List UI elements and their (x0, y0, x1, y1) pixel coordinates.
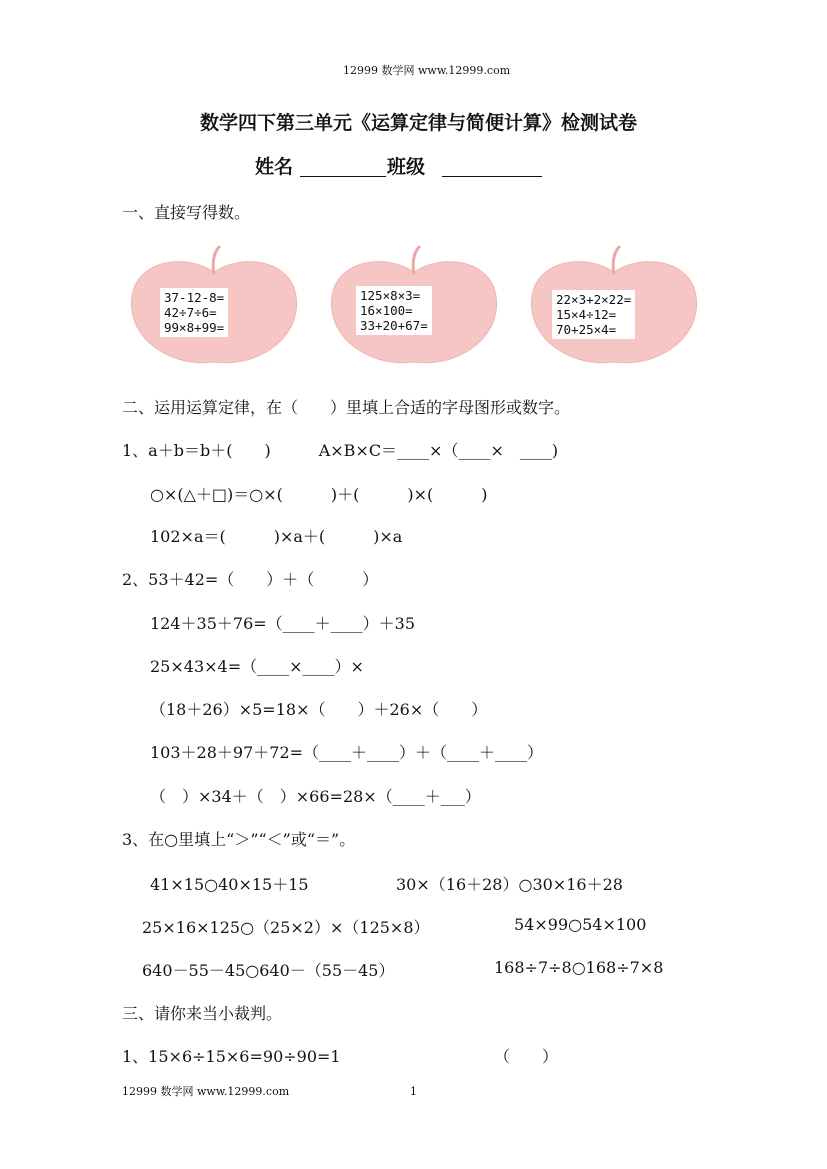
section3-heading: 三、请你来当小裁判。 (122, 1004, 283, 1023)
s3-q1: 1、15×6÷15×6=90÷90=1 (122, 1047, 341, 1066)
page-title: 数学四下第三单元《运算定律与简便计算》检测试卷 (200, 112, 638, 134)
apple-3-line-1: 22×3+2×22= (556, 292, 632, 307)
s2-line-5: 124＋35＋76=（____＋____）＋35 (150, 614, 416, 633)
name-blank (300, 176, 386, 177)
s2-line-4: 2、53＋42=（ ）＋（ ） (122, 570, 379, 589)
page-header: 12999 数学网 www.12999.com (343, 64, 511, 77)
apple-2-line-1: 125×8×3= (360, 288, 421, 303)
class-label: 班级 (387, 156, 426, 178)
compare-3a: 640－55－45○640－（55－45） (142, 961, 395, 980)
s3-q1-blank: （ ） (494, 1047, 559, 1066)
apple-1-line-2: 42÷7÷6= (164, 305, 217, 320)
s2-line-2: ○×(△＋□)＝○×( )＋( )×( ) (150, 485, 488, 504)
apple-2-line-3: 33+20+67= (360, 318, 428, 333)
s2-line-3: 102×a＝( )×a＋( )×a (150, 527, 403, 546)
compare-3b: 168÷7÷8○168÷7×8 (494, 958, 664, 977)
compare-1a: 41×15○40×15＋15 (150, 875, 309, 894)
apple-2-line-2: 16×100= (360, 303, 413, 318)
page-number: 1 (410, 1085, 417, 1098)
class-blank (442, 176, 542, 177)
name-label: 姓名 (255, 156, 294, 178)
section1-heading: 一、直接写得数。 (122, 203, 251, 222)
apple-2-card (356, 286, 432, 335)
apple-3-card (552, 290, 635, 339)
compare-1b: 30×（16＋28）○30×16＋28 (396, 875, 623, 894)
s2-line-7: （18＋26）×5=18×（ ）＋26×（ ） (150, 700, 488, 719)
apple-1-line-1: 37-12-8= (164, 290, 225, 305)
apple-1-line-3: 99×8+99= (164, 320, 225, 335)
s2-line-6: 25×43×4=（____×____）× (150, 657, 364, 676)
s2-line-10: 3、在○里填上“＞”“＜”或“＝”。 (122, 830, 356, 849)
apple-1-card (160, 288, 228, 337)
apple-3-line-3: 70+25×4= (556, 322, 617, 337)
apple-3-line-2: 15×4÷12= (556, 307, 617, 322)
section2-heading: 二、运用运算定律，在（ ）里填上合适的字母图形或数字。 (122, 398, 571, 417)
page-footer: 12999 数学网 www.12999.com (122, 1085, 290, 1098)
compare-2a: 25×16×125○（25×2）×（125×8） (142, 918, 430, 937)
s2-line-8: 103＋28＋97＋72=（____＋____）＋（____＋____） (150, 743, 544, 762)
compare-2b: 54×99○54×100 (514, 915, 647, 934)
s2-line-9: （ ）×34＋（ ）×66=28×（____＋___） (150, 787, 481, 806)
s2-line-1: 1、a＋b＝b＋( ) A×B×C＝____×（____× ____) (122, 441, 559, 460)
